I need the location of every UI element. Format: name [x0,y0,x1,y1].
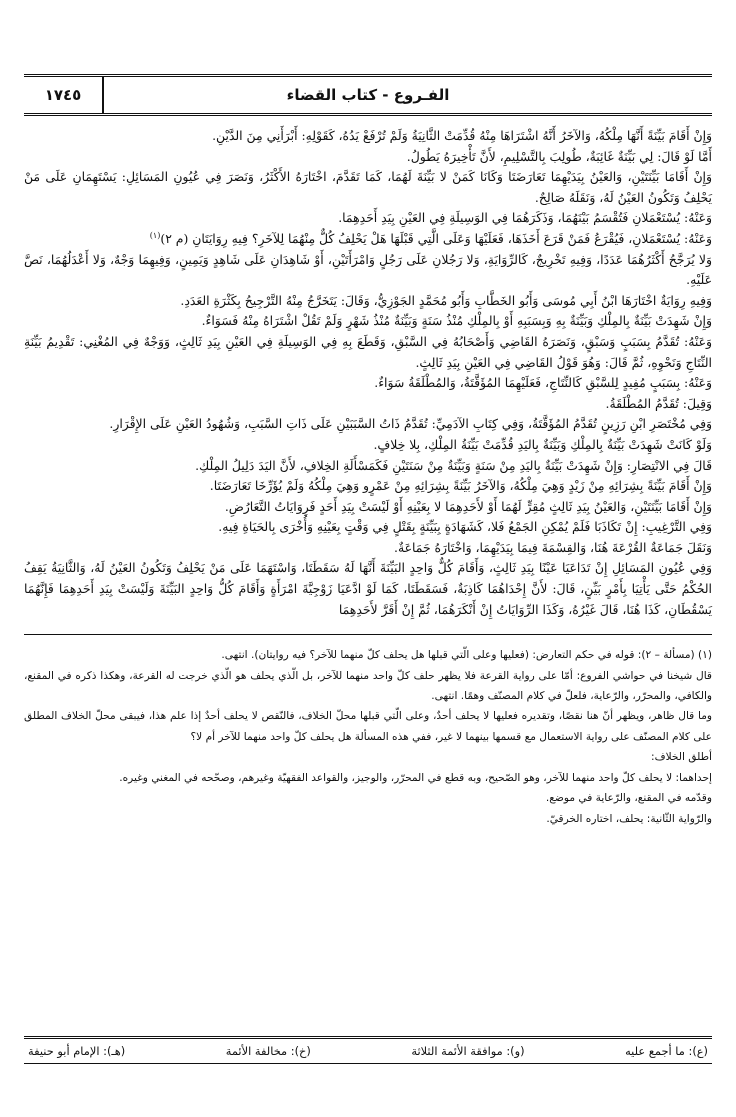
paragraph-with-footnote [24,229,712,250]
footnote-ref[interactable]: (١) [149,230,161,240]
paragraph: وَإِنْ أَقَامَا بَيِّنَتَيْنِ، وَالعَيْنُ بِيَدِ ثَالِثٍ مُقِرٍّ لَهُمَا أَوْ لأَحَدِهِمَا لا بِعَيْنِهِ أَوْ لَيْسَتْ بِيَدِ أَحَدٍ فَرِوَايَاتُ التَّعَارُضِ. [224,498,712,514]
paragraph: وَفِي عُيُونِ المَسَائِلِ إِنْ تَدَاعَيَا عَيْنًا بِيَدِ ثَالِثٍ، وَأَقَامَ كُلٌّ وَاحِدٍ البَيِّنَةَ أَنَّهَا لَهُ سَقَطَتَا، وَاسْتَهَمَا عَلَى مَنْ يَحْلِفُ وَتَكُونُ العَيْنُ لَهُ، وَالثَّانِيَةُ يَقِفُ الحُكْمُ حَتَّى يَأْتِيَا بِأَمْرٍ بَيِّنٍ، قَالَ: لأَنَّ إِحْدَاهُمَا كَاذِبَةٌ، فَسَقَطَتَا، كَمَا لَوْ ادَّعَيَا زَوْجِيَّةَ امْرَأَةٍ وَأَقَامَ كُلُّ وَاحِدٍ البَيِّنَةَ وَلَيْسَتْ بِيَدِ أَحَدِهِمَا فَإِنَّهُمَا يَسْقُطَانِ، كَذَا هُنَا، قَالَ غَيْرُهُ، وَكَذَا الرِّوَايَاتُ إِنْ أَنْكَرَهُمَا، ثُمَّ إِنْ أَقَرَّ لأَحَدِهِمَا [24,560,712,617]
paragraph: وَعَنْهُ: بِسَبَبٍ مُفِيدٍ لِلسَّبْقِ كَالنِّتَاجِ، فَعَلَيْهِمَا المُؤَقَّتَةُ، وَالمُطْلَقَةُ سَوَاءٌ. [374,375,712,391]
paragraph: وَلا يُرَجَّحُ أَكْثَرُهُمَا عَدَدًا، وَفِيهِ تَخْرِيجٌ، كَالرِّوَايَةِ، وَلا رَجُلانِ عَلَى رَجُلٍ وَامْرَأَتَيْنِ، أَوْ شَاهِدَانِ عَلَى شَاهِدٍ وَيَمِينٍ، وَفِيهِمَا وَجْهٌ، وَلا أَعْدَلُهُمَا، نَصَّ عَلَيْهِ. [24,251,712,288]
footnote-separator [24,634,712,635]
paragraph: وَإِنْ أَقَامَا بَيِّنَتَيْنِ، وَالعَيْنُ بِيَدَيْهِمَا تَعَارَضَتَا وَكَانَا كَمَنْ لا بَيِّنَةَ لَهُمَا، كَمَا تَقَدَّمَ، اخْتَارَهُ الأَكْثَرُ، وَنَصَرَ فِي عُيُونِ المَسَائِلِ: يَسْتَهِمَانِ عَلَى مَنْ يَحْلِفُ وَتَكُونُ العَيْنُ لَهُ، وَنَقَلَهُ صَالِحٌ. [24,169,712,205]
paragraph: وَعَنْهُ: تُقَدَّمُ بِسَبَبٍ وَسَبْقٍ، وَنَصَرَهُ القَاضِي وَأَصْحَابُهُ فِي السَّبْقِ، وَقَطَعَ بِهِ فِي الوَسِيلَةِ فِي العَيْنِ بِيَدِ ثَالِثٍ، وَوَجْهٌ فِي المُغْنِي: تَقْدِيمُ بَيِّنَةِ النِّتَاجِ وَنَحْوِهِ، ثُمَّ قَالَ: وَهُوَ قَوْلُ القَاضِي فِي العَيْنِ بِيَدِ ثَالِثٍ. [24,333,712,370]
paragraph: وَفِيهِ رِوَايَةٌ اخْتَارَهَا ابْنُ أَبِي مُوسَى وَأَبُو الخَطَّابِ وَأَبُو مُحَمَّدٍ الجَوْزِيُّ، وَقَالَ: يَتَخَرَّجُ مِنْهُ التَّرْجِيحُ بِكَثْرَةِ العَدَدِ. [180,292,712,308]
running-header [24,74,712,116]
footnote: قال شيخنا في حواشي الفروع: أمّا على رواية القرعة فلا يظهر حلف كلّ واحد منهما للآخر، بل الّذي يحلف هو الّذي خرجت له القرعة، وهكذا ذكره في المقنع، والكافي، والمحرّر، والرّعاية، فلعلّ في كلام المصنّف وهمًا. انتهى. [24,669,712,703]
legend-three-imams: (و): موافقة الأئمة الثلاثة [411,1044,525,1058]
paragraph: وَفِي التَّرْغِيبِ: إِنْ تَكَاذَبَا فَلَمْ يُمْكِنِ الجَمْعُ فَلا، كَشَهَادَةٍ بِبَيِّنَةٍ بِقَتْلٍ فِي وَقْتٍ بِعَيْنِهِ وَأُخْرَى بِالحَيَاةِ فِيهِ. [218,519,712,535]
footer-legend [24,1036,712,1064]
footnote: (١) (مسألة – ٢): قوله في حكم التعارض: (فعليها وعلى الّتي قبلها هل يحلف كلّ منهما للآخر؟ فيه روايتان). انتهى. [221,649,712,662]
paragraph: وَلَوْ كَانَتْ شَهِدَتْ بَيِّنَةٌ بِالمِلْكِ وَبَيِّنَةٌ بِاليَدِ قُدِّمَتْ بَيِّنَةُ المِلْكِ، بِلا خِلافٍ. [373,436,712,452]
footnote: أطلق الخلاف: [651,751,712,764]
paragraph: وَفِي مُخْتَصَرِ ابْنِ رَزِينٍ تُقَدَّمُ المُؤَقَّتَةُ، وَفِي كِتَابِ الآدَمِيِّ: تُقَدَّمُ ذَاتُ السَّبَبَيْنِ عَلَى ذَاتِ السَّبَبِ، وَشُهُودُ العَيْنِ عَلَى الإِقْرَارِ. [109,416,712,432]
paragraph: وَقِيلَ: تُقَدَّمُ المُطْلَقَةُ. [605,395,712,411]
footnote: إحداهما: لا يحلف كلّ واحد منهما للآخر، وهو الصّحيح، وبه قطع في المحرّر، والوجيز، والقواعد الفقهيّة وغيرهم، وصحّحه في المغني وغيره. [119,771,712,784]
paragraph: وَإِنْ أَقَامَ بَيِّنَةً بِشِرَائِهِ مِنْ زَيْدٍ وَهِيَ مِلْكُهُ، وَالآخَرُ بَيِّنَةً بِشِرَائِهِ مِنْ عَمْرٍو وَهِيَ مِلْكُهُ وَلَمْ يُؤَرِّخَا تَعَارَضَتَا. [209,478,712,494]
legend-imams-dissent: (خ): مخالفة الأئمة [225,1044,311,1058]
paragraph: وَإِنْ شَهِدَتْ بَيِّنَةٌ بِالمِلْكِ وَبَيِّنَةٌ بِهِ وَبِسَبَبِهِ أَوْ بِالمِلْكِ مُنْذُ سَنَةٍ وَبَيِّنَةٌ مُنْذُ شَهْرٍ وَلَمْ تَقُلْ اشْتَرَاهُ مِنْهُ فَسَوَاءٌ. [201,313,712,329]
paragraph: وَنَقَلَ جَمَاعَةٌ القُرْعَةَ هُنَا، وَالقِسْمَةَ فِيمَا بِيَدَيْهِمَا، وَاخْتَارَهُ جَمَاعَةٌ. [394,539,712,555]
paragraph: وَعَنْهُ: يُسْتَعْمَلانِ فَتُقْسَمُ بَيْنَهُمَا، وَذَكَرَهُمَا فِي الوَسِيلَةِ فِي العَيْنِ بِيَدِ أَحَدِهِمَا. [338,210,712,226]
footnote: وقدّمه في المقنع، والرّعاية في موضع. [545,792,712,805]
legend-consensus: (ع): ما أجمع عليه [625,1044,708,1058]
paragraph: وَإِنْ أَقَامَ بَيِّنَةً أَنَّهَا مِلْكُهُ، وَالآخَرُ أَنَّهُ اشْتَرَاهَا مِنْهُ قُدِّمَتْ الثَّانِيَةُ وَلَمْ تُرْفَعْ يَدُهُ، كَقَوْلِهِ: أَبْرَأَنِي مِنَ الدَّيْنِ. [212,128,712,143]
main-text [24,126,712,620]
legend-abu-hanifa: (هـ): الإمام أبو حنيفة [28,1044,126,1058]
paragraph-text: وَعَنْهُ: يُسْتَعْمَلانِ، فَيُقْرَعُ فَمَنْ قَرَعَ أَخَذَهَا، فَعَلَيْهَا وَعَلَى الَّتِي قَبْلَهَا هَلْ يَحْلِفُ كُلٌّ مِنْهُمَا لِلآخَرِ؟ فِيهِ رِوَايَتَانِ (م ٢) [160,230,712,246]
running-title: الفـروع - كتاب القضاء [286,86,450,104]
paragraph: أَمَّا لَوْ قَالَ: لِي بَيِّنَةٌ غَائِبَةٌ، طُولِبَ بِالتَّسْلِيمِ، لأَنَّ تَأْخِيرَهُ يَطُولُ. [406,148,712,164]
footnotes [24,645,712,829]
page-number: ١٧٤٥ [24,77,104,113]
paragraph: قَالَ فِي الانْتِصَارِ: وَإِنْ شَهِدَتْ بَيِّنَةٌ بِاليَدِ مِنْ سَنَةٍ وَبَيِّنَةٌ مِنْ سَنَتَيْنِ فَكَمَسْأَلَةِ الخِلافِ، لأَنَّ اليَدَ دَلِيلُ المِلْكِ. [195,457,712,473]
footnote: وما قال ظاهر، ويظهر أنّ هنا نقصًا، وتقديره فعليها لا يحلف أحدٌ، وعلى الّتي قبلها محلّ الخلاف، فالنّقص لا يحلف أحدٌ إذا علم هذا، فيبقى محلّ الخلاف المطلق على كلام المصنّف على رواية الاستعمال مع قسمها بينهما لا غير، ففي هذه المسألة هل يحلف كلّ واحد منهما للآخر أم لا؟ [24,710,712,743]
footnote: والرّواية الثّانية: يحلف، اختاره الخرقيّ. [546,812,712,825]
page [24,74,712,829]
